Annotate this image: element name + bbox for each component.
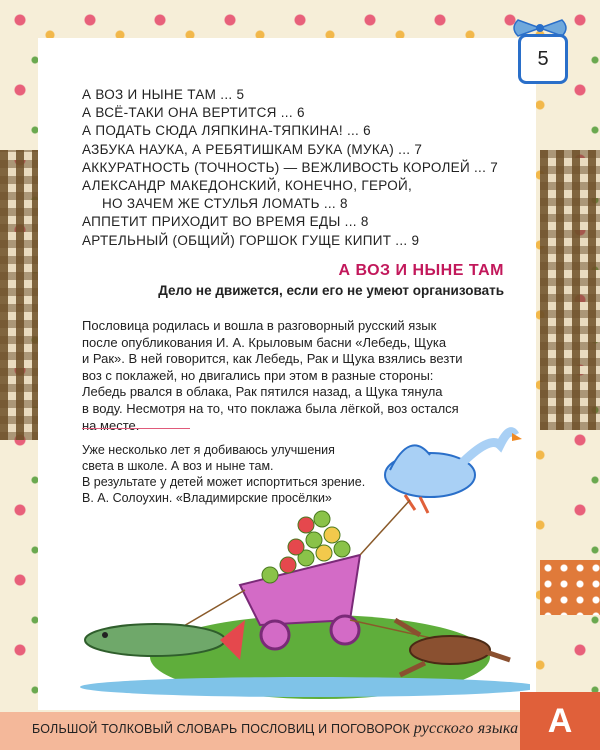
toc-item: А ВСЁ-ТАКИ ОНА ВЕРТИТСЯ ... 6 [82, 105, 305, 121]
toc-item: АЛЕКСАНДР МАКЕДОНСКИЙ, КОНЕЧНО, ГЕРОЙ, [82, 178, 413, 194]
table-of-contents [82, 86, 498, 250]
page-number-badge: 5 [518, 34, 568, 84]
quote-line: Уже несколько лет я добиваюсь улучшения [82, 443, 335, 457]
body-line: Пословица родилась и вошла в разговорный русский язык [82, 318, 437, 333]
toc-item: АЗБУКА НАУКА, А РЕБЯТИШКАМ БУКА (МУКА) ... 7 [82, 141, 423, 157]
entry-subtitle: Дело не движется, если его не умеют организовать [158, 283, 504, 298]
body-line: в воду. Несмотря на то, что поклажа была лёгкой, воз остался [82, 400, 459, 416]
footer-title-script: русского языка [413, 720, 519, 737]
water [80, 677, 530, 697]
quote-line: света в школе. А воз и ныне там. [82, 459, 274, 473]
body-line: Лебедь рвался в облака, Рак пятился назад, а Щука тянула [82, 384, 443, 400]
checkered-strip-right [540, 150, 600, 430]
quote-author: В. А. Солоухин. «Владимирские просёлки» [82, 491, 332, 505]
footer-title [32, 720, 518, 738]
letter-tab: А [520, 692, 600, 750]
quote-block [82, 442, 365, 506]
toc-item: АККУРАТНОСТЬ (ТОЧНОСТЬ) — ВЕЖЛИВОСТЬ КОРОЛЕЙ ... 7 [82, 159, 499, 175]
toc-item: АРТЕЛЬНЫЙ (ОБЩИЙ) ГОРШОК ГУЩЕ КИПИТ ... 9 [82, 232, 420, 248]
quote-line: В результате у детей может испортиться зрение. [82, 475, 366, 489]
toc-item: А ВОЗ И НЫНЕ ТАМ ... 5 [82, 87, 245, 102]
dotted-strip-right [540, 560, 600, 615]
entry-title: А ВОЗ И НЫНЕ ТАМ [338, 262, 504, 279]
body-line: воз с поклажей, но двигались при этом в разные стороны: [82, 367, 434, 383]
toc-item: НО ЗАЧЕМ ЖЕ СТУЛЬЯ ЛОМАТЬ ... 8 [102, 196, 348, 212]
toc-item: А ПОДАТЬ СЮДА ЛЯПКИНА-ТЯПКИНА! ... 6 [82, 123, 371, 139]
body-line: и Рак». В ней говорится, как Лебедь, Рак и Щука взялись везти [82, 351, 463, 367]
toc-item: АППЕТИТ ПРИХОДИТ ВО ВРЕМЯ ЕДЫ ... 8 [82, 214, 369, 230]
body-line: на месте. [82, 417, 140, 433]
entry-body [82, 318, 502, 434]
footer-title-text: БОЛЬШОЙ ТОЛКОВЫЙ СЛОВАРЬ ПОСЛОВИЦ И ПОГОВОРОК [32, 722, 411, 736]
body-line: после опубликования И. А. Крыловым басни «Лебедь, Щука [82, 334, 447, 350]
swan-icon [385, 432, 522, 513]
